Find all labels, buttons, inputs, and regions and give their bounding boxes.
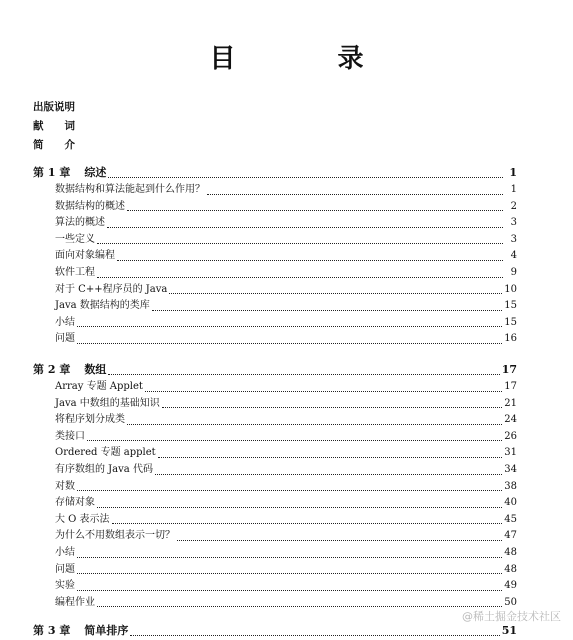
page-number: 26 [504,430,517,442]
toc-section-entry[interactable] [33,331,517,348]
chapter-title: 综述 [84,166,107,179]
dot-leader [77,339,502,344]
dot-leader [207,190,503,195]
dot-leader [77,569,502,574]
front-item-introduction[interactable]: 简 介 [33,139,75,151]
dot-leader [97,273,503,278]
dot-leader [97,503,502,508]
dot-leader [77,486,502,491]
toc-chapter-entry[interactable] [33,622,517,640]
chapter-title: 简单排序 [84,624,129,637]
page-number: 50 [504,596,517,608]
front-item-dedication[interactable]: 献 词 [33,120,75,132]
dot-leader [87,436,502,441]
dot-leader [97,239,503,244]
page-number: 17 [501,363,517,376]
page-number: 48 [504,546,517,558]
section-title: 小结 [55,316,75,328]
page-number: 1 [510,184,517,195]
page-number: 21 [504,397,517,409]
dot-leader [77,586,502,591]
dot-leader [162,403,503,408]
page-number: 15 [504,300,517,312]
front-matter [33,98,75,155]
page-number: 48 [504,563,517,575]
section-title: 小结 [55,546,75,558]
toc-section-entry[interactable] [33,595,517,612]
dot-leader [127,420,502,425]
section-title: Array 专题 Applet [55,381,143,392]
toc-section-entry[interactable] [33,512,517,529]
section-title: 面向对象编程 [55,250,115,262]
section-title: 一些定义 [55,233,95,245]
toc-section-entry[interactable] [33,545,517,562]
toc-section-entry[interactable] [33,445,517,462]
toc-section-entry[interactable] [33,578,517,595]
section-title: 软件工程 [55,266,95,278]
page-number: 3 [510,233,517,245]
toc-section-entry[interactable] [33,182,517,199]
section-title: 将程序划分成类 [55,414,125,426]
section-title: 编程作业 [55,596,95,608]
page-number: 1 [509,166,517,179]
toc-section-entry[interactable] [33,412,517,429]
dot-leader [112,519,503,524]
page-number: 4 [510,250,517,262]
toc-section-entry[interactable] [33,298,517,315]
page-number: 15 [504,316,517,328]
chapter-number: 第 1 章 [33,166,71,179]
section-title: 实验 [55,580,75,592]
chapter-1 [33,164,517,348]
page-number: 31 [504,447,517,459]
section-title: Java 中数组的基础知识 [55,397,160,409]
section-title: 问题 [55,563,75,575]
page-number: 45 [504,513,517,525]
page-number: 10 [504,283,517,295]
dot-leader [169,289,502,294]
toc-section-entry[interactable] [33,282,517,299]
toc-section-entry[interactable] [33,265,517,282]
section-title: 有序数组的 Java 代码 [55,463,153,475]
front-item-publication-note[interactable]: 出版说明 [33,101,75,113]
dot-leader [107,223,503,228]
toc-section-entry[interactable] [33,462,517,479]
dot-leader [130,631,499,636]
dot-leader [77,553,502,558]
toc-section-entry[interactable] [33,248,517,265]
section-title: 数据结构的概述 [55,200,125,212]
dot-leader [177,536,502,541]
section-title: 类接口 [55,430,85,442]
page-title: 目 录 [209,44,402,74]
page-number: 40 [504,497,517,509]
page-number: 9 [510,266,517,278]
chapter-2 [33,361,517,611]
section-title: Java 数据结构的类库 [55,300,150,312]
chapter-title: 数组 [84,363,107,376]
dot-leader [145,387,502,392]
page-number: 24 [504,414,517,426]
section-title: 大 O 表示法 [55,513,110,525]
toc-section-entry[interactable] [33,479,517,496]
dot-leader [108,173,503,178]
dot-leader [108,370,499,375]
dot-leader [152,306,503,311]
section-title: 存储对象 [55,497,95,509]
toc-section-entry[interactable] [33,379,517,396]
toc-section-entry[interactable] [33,315,517,332]
page-number: 2 [510,200,517,212]
page-number: 47 [504,530,517,542]
section-title: 对数 [55,480,75,492]
toc-section-entry[interactable] [33,528,517,545]
toc-section-entry[interactable] [33,562,517,579]
watermark-text: @稀土掘金技术社区 [462,610,561,623]
section-title: 算法的概述 [55,217,105,229]
page-number: 34 [504,463,517,475]
page-number: 51 [501,624,517,637]
chapter-number: 第 3 章 [33,624,71,637]
toc-section-entry[interactable] [33,199,517,216]
chapter-number: 第 2 章 [33,363,71,376]
toc-section-entry[interactable] [33,495,517,512]
page-number: 3 [510,217,517,229]
toc-section-entry[interactable] [33,215,517,232]
dot-leader [77,322,502,327]
page-number: 16 [504,333,517,345]
section-title: 为什么不用数组表示一切？ [55,530,175,542]
section-title: 数据结构和算法能起到什么作用？ [55,184,205,195]
dot-leader [127,206,503,211]
dot-leader [97,602,502,607]
page-number: 49 [504,580,517,592]
page-number: 17 [504,381,517,392]
toc-chapter-entry[interactable] [33,164,517,182]
section-title: 问题 [55,333,75,345]
watermark [460,608,561,624]
dot-leader [155,470,502,475]
chapter-3 [33,622,517,640]
toc-chapter-entry[interactable] [33,361,517,379]
section-title: 对于 C++程序员的 Java [55,283,168,295]
toc-section-entry[interactable] [33,396,517,413]
dot-leader [117,256,503,261]
page-number: 38 [504,480,517,492]
dot-leader [158,453,503,458]
toc-section-entry[interactable] [33,232,517,249]
toc-section-entry[interactable] [33,429,517,446]
section-title: Ordered 专题 applet [55,447,156,459]
